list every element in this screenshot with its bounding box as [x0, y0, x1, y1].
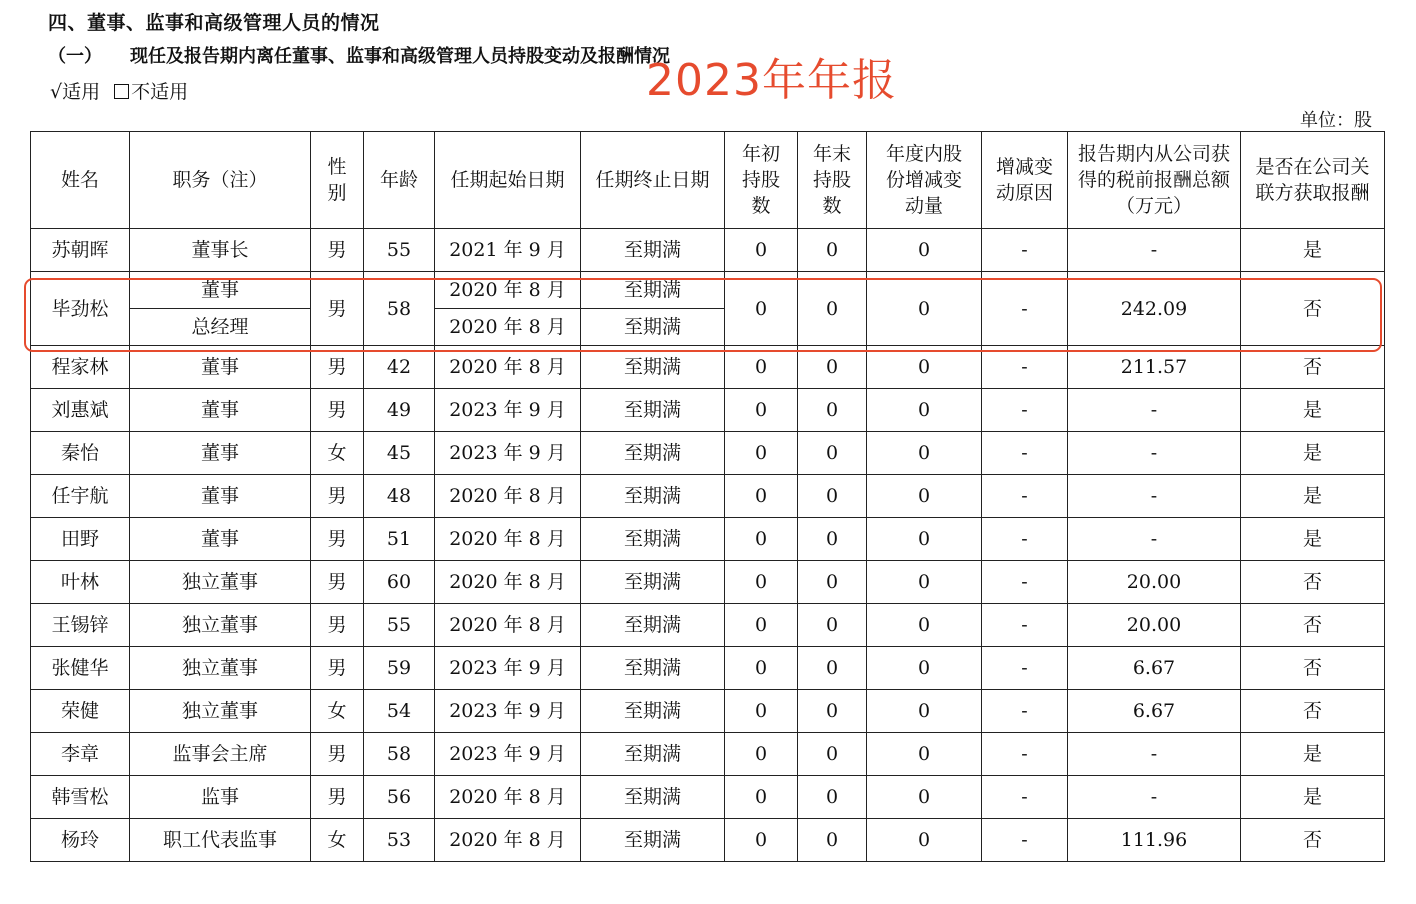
- header-gender: 性别: [311, 132, 364, 229]
- cell-shares-change: 0: [867, 229, 982, 272]
- header-related-pay: 是否在公司关联方获取报酬: [1241, 132, 1385, 229]
- cell-position: 独立董事: [130, 561, 311, 604]
- cell-name: 田野: [31, 518, 130, 561]
- cell-gender: 男: [311, 229, 364, 272]
- table-header-row: [31, 132, 1385, 229]
- cell-position: 独立董事: [130, 604, 311, 647]
- cell-change-reason: -: [982, 346, 1068, 389]
- cell-term-end: 至期满: [581, 690, 725, 733]
- cell-term-end: 至期满: [581, 346, 725, 389]
- cell-term-start: 2020 年 8 月: [435, 518, 581, 561]
- cell-age: 58: [364, 733, 435, 776]
- table-row: [31, 776, 1385, 819]
- cell-related-pay: 是: [1241, 229, 1385, 272]
- applicability-line: [50, 77, 188, 104]
- cell-shares-begin: 0: [725, 518, 798, 561]
- applicable-option: √适用: [50, 81, 101, 103]
- cell-position: 董事: [130, 346, 311, 389]
- cell-shares-end: 0: [798, 272, 867, 346]
- cell-shares-change: 0: [867, 389, 982, 432]
- cell-term-end: 至期满: [581, 272, 725, 309]
- cell-related-pay: 是: [1241, 518, 1385, 561]
- header-position: 职务（注）: [130, 132, 311, 229]
- cell-age: 48: [364, 475, 435, 518]
- cell-pretax-pay: 111.96: [1068, 819, 1241, 862]
- cell-gender: 男: [311, 346, 364, 389]
- cell-term-start: 2020 年 8 月: [435, 346, 581, 389]
- cell-term-end: 至期满: [581, 561, 725, 604]
- cell-change-reason: -: [982, 229, 1068, 272]
- cell-change-reason: -: [982, 604, 1068, 647]
- cell-gender: 男: [311, 647, 364, 690]
- header-name: 姓名: [31, 132, 130, 229]
- cell-related-pay: 是: [1241, 733, 1385, 776]
- cell-gender: 女: [311, 819, 364, 862]
- table-row: [31, 819, 1385, 862]
- table-row: [31, 389, 1385, 432]
- not-applicable-option: 不适用: [131, 81, 189, 103]
- cell-shares-end: 0: [798, 229, 867, 272]
- cell-term-end: 至期满: [581, 389, 725, 432]
- header-shares-change: 年度内股份增减变动量: [867, 132, 982, 229]
- cell-shares-change: 0: [867, 432, 982, 475]
- cell-term-start: 2023 年 9 月: [435, 389, 581, 432]
- header-change-reason: 增减变动原因: [982, 132, 1068, 229]
- cell-term-start: 2023 年 9 月: [435, 733, 581, 776]
- table-row: [31, 690, 1385, 733]
- cell-shares-end: 0: [798, 819, 867, 862]
- cell-term-end: 至期满: [581, 432, 725, 475]
- cell-term-start: 2021 年 9 月: [435, 229, 581, 272]
- cell-position: 董事: [130, 389, 311, 432]
- checkbox-icon: [114, 84, 129, 99]
- cell-related-pay: 是: [1241, 475, 1385, 518]
- cell-pretax-pay: -: [1068, 475, 1241, 518]
- cell-shares-change: 0: [867, 733, 982, 776]
- table-row: [31, 647, 1385, 690]
- cell-pretax-pay: 20.00: [1068, 561, 1241, 604]
- cell-term-start: 2020 年 8 月: [435, 604, 581, 647]
- subsection-title: 现任及报告期内离任董事、监事和高级管理人员持股变动及报酬情况: [130, 46, 670, 67]
- cell-change-reason: -: [982, 475, 1068, 518]
- cell-name: 王锡锌: [31, 604, 130, 647]
- header-age: 年龄: [364, 132, 435, 229]
- cell-shares-change: 0: [867, 647, 982, 690]
- cell-term-start: 2020 年 8 月: [435, 309, 581, 346]
- cell-related-pay: 否: [1241, 604, 1385, 647]
- cell-pretax-pay: 211.57: [1068, 346, 1241, 389]
- cell-change-reason: -: [982, 389, 1068, 432]
- cell-term-end: 至期满: [581, 518, 725, 561]
- cell-related-pay: 否: [1241, 647, 1385, 690]
- cell-shares-begin: 0: [725, 475, 798, 518]
- cell-term-end: 至期满: [581, 229, 725, 272]
- cell-term-end: 至期满: [581, 604, 725, 647]
- cell-term-end: 至期满: [581, 475, 725, 518]
- header-term-end: 任期终止日期: [581, 132, 725, 229]
- cell-term-start: 2023 年 9 月: [435, 647, 581, 690]
- cell-pretax-pay: 242.09: [1068, 272, 1241, 346]
- cell-shares-change: 0: [867, 518, 982, 561]
- cell-shares-change: 0: [867, 475, 982, 518]
- table-row: [31, 346, 1385, 389]
- cell-position: 董事: [130, 272, 311, 309]
- cell-related-pay: 否: [1241, 819, 1385, 862]
- cell-name: 荣健: [31, 690, 130, 733]
- cell-related-pay: 否: [1241, 346, 1385, 389]
- table-row: [31, 272, 1385, 309]
- cell-name: 韩雪松: [31, 776, 130, 819]
- cell-gender: 男: [311, 604, 364, 647]
- cell-shares-begin: 0: [725, 346, 798, 389]
- cell-term-end: 至期满: [581, 819, 725, 862]
- cell-change-reason: -: [982, 518, 1068, 561]
- cell-age: 51: [364, 518, 435, 561]
- cell-shares-end: 0: [798, 518, 867, 561]
- cell-change-reason: -: [982, 819, 1068, 862]
- cell-name: 杨玲: [31, 819, 130, 862]
- cell-related-pay: 否: [1241, 272, 1385, 346]
- cell-name: 张健华: [31, 647, 130, 690]
- cell-term-start: 2020 年 8 月: [435, 819, 581, 862]
- cell-gender: 男: [311, 389, 364, 432]
- header-shares-begin: 年初持股数: [725, 132, 798, 229]
- cell-position: 董事长: [130, 229, 311, 272]
- cell-name: 任宇航: [31, 475, 130, 518]
- cell-gender: 女: [311, 690, 364, 733]
- cell-shares-begin: 0: [725, 733, 798, 776]
- cell-age: 60: [364, 561, 435, 604]
- cell-shares-change: 0: [867, 690, 982, 733]
- unit-label: 单位：股: [1300, 110, 1372, 131]
- cell-change-reason: -: [982, 776, 1068, 819]
- cell-pretax-pay: 6.67: [1068, 690, 1241, 733]
- cell-name: 刘惠斌: [31, 389, 130, 432]
- cell-name: 苏朝晖: [31, 229, 130, 272]
- cell-age: 45: [364, 432, 435, 475]
- table-row: [31, 604, 1385, 647]
- cell-shares-end: 0: [798, 733, 867, 776]
- cell-shares-begin: 0: [725, 432, 798, 475]
- cell-change-reason: -: [982, 272, 1068, 346]
- cell-shares-end: 0: [798, 432, 867, 475]
- cell-related-pay: 是: [1241, 776, 1385, 819]
- cell-shares-change: 0: [867, 272, 982, 346]
- executive-table: [30, 131, 1385, 862]
- cell-shares-begin: 0: [725, 647, 798, 690]
- cell-change-reason: -: [982, 647, 1068, 690]
- cell-shares-begin: 0: [725, 272, 798, 346]
- cell-term-end: 至期满: [581, 733, 725, 776]
- cell-related-pay: 是: [1241, 389, 1385, 432]
- cell-shares-begin: 0: [725, 819, 798, 862]
- cell-position: 总经理: [130, 309, 311, 346]
- subsection-number: （一）: [48, 46, 102, 67]
- cell-term-start: 2023 年 9 月: [435, 432, 581, 475]
- cell-age: 58: [364, 272, 435, 346]
- cell-change-reason: -: [982, 432, 1068, 475]
- cell-name: 李章: [31, 733, 130, 776]
- cell-pretax-pay: 20.00: [1068, 604, 1241, 647]
- cell-position: 董事: [130, 432, 311, 475]
- cell-pretax-pay: -: [1068, 733, 1241, 776]
- cell-position: 监事: [130, 776, 311, 819]
- cell-shares-end: 0: [798, 776, 867, 819]
- cell-gender: 男: [311, 561, 364, 604]
- cell-shares-begin: 0: [725, 389, 798, 432]
- cell-related-pay: 否: [1241, 561, 1385, 604]
- cell-term-start: 2020 年 8 月: [435, 776, 581, 819]
- cell-gender: 女: [311, 432, 364, 475]
- cell-pretax-pay: 6.67: [1068, 647, 1241, 690]
- cell-pretax-pay: -: [1068, 518, 1241, 561]
- cell-pretax-pay: -: [1068, 432, 1241, 475]
- cell-term-end: 至期满: [581, 647, 725, 690]
- cell-shares-end: 0: [798, 690, 867, 733]
- header-shares-end: 年末持股数: [798, 132, 867, 229]
- cell-age: 59: [364, 647, 435, 690]
- cell-name: 程家林: [31, 346, 130, 389]
- table-row: [31, 561, 1385, 604]
- cell-gender: 男: [311, 776, 364, 819]
- cell-term-start: 2020 年 8 月: [435, 272, 581, 309]
- cell-shares-begin: 0: [725, 690, 798, 733]
- cell-term-start: 2020 年 8 月: [435, 561, 581, 604]
- cell-shares-end: 0: [798, 647, 867, 690]
- cell-age: 53: [364, 819, 435, 862]
- cell-term-end: 至期满: [581, 309, 725, 346]
- cell-shares-change: 0: [867, 561, 982, 604]
- cell-pretax-pay: -: [1068, 776, 1241, 819]
- cell-shares-end: 0: [798, 561, 867, 604]
- cell-shares-change: 0: [867, 819, 982, 862]
- cell-gender: 男: [311, 518, 364, 561]
- cell-pretax-pay: -: [1068, 389, 1241, 432]
- table-row: [31, 229, 1385, 272]
- cell-name: 毕劲松: [31, 272, 130, 346]
- cell-age: 56: [364, 776, 435, 819]
- cell-position: 独立董事: [130, 690, 311, 733]
- cell-position: 董事: [130, 475, 311, 518]
- subsection-heading: [48, 42, 670, 68]
- watermark-label: 2023年年报: [646, 55, 897, 106]
- cell-shares-end: 0: [798, 346, 867, 389]
- cell-term-end: 至期满: [581, 776, 725, 819]
- cell-age: 54: [364, 690, 435, 733]
- table-row: [31, 733, 1385, 776]
- cell-change-reason: -: [982, 733, 1068, 776]
- cell-shares-end: 0: [798, 475, 867, 518]
- section-heading: 四、董事、监事和高级管理人员的情况: [48, 12, 380, 34]
- cell-name: 秦怡: [31, 432, 130, 475]
- cell-shares-change: 0: [867, 604, 982, 647]
- table-row: [31, 475, 1385, 518]
- cell-term-start: 2023 年 9 月: [435, 690, 581, 733]
- cell-shares-end: 0: [798, 389, 867, 432]
- cell-position: 独立董事: [130, 647, 311, 690]
- header-term-start: 任期起始日期: [435, 132, 581, 229]
- cell-change-reason: -: [982, 561, 1068, 604]
- cell-change-reason: -: [982, 690, 1068, 733]
- cell-age: 55: [364, 229, 435, 272]
- cell-age: 55: [364, 604, 435, 647]
- cell-gender: 男: [311, 733, 364, 776]
- cell-shares-change: 0: [867, 346, 982, 389]
- cell-shares-begin: 0: [725, 776, 798, 819]
- cell-gender: 男: [311, 272, 364, 346]
- cell-pretax-pay: -: [1068, 229, 1241, 272]
- cell-shares-change: 0: [867, 776, 982, 819]
- cell-position: 监事会主席: [130, 733, 311, 776]
- cell-gender: 男: [311, 475, 364, 518]
- cell-age: 42: [364, 346, 435, 389]
- cell-position: 董事: [130, 518, 311, 561]
- table-row: [31, 518, 1385, 561]
- cell-term-start: 2020 年 8 月: [435, 475, 581, 518]
- cell-related-pay: 否: [1241, 690, 1385, 733]
- cell-age: 49: [364, 389, 435, 432]
- cell-shares-end: 0: [798, 604, 867, 647]
- header-pretax-pay: 报告期内从公司获得的税前报酬总额（万元）: [1068, 132, 1241, 229]
- cell-related-pay: 是: [1241, 432, 1385, 475]
- cell-position: 职工代表监事: [130, 819, 311, 862]
- cell-shares-begin: 0: [725, 604, 798, 647]
- cell-shares-begin: 0: [725, 229, 798, 272]
- cell-shares-begin: 0: [725, 561, 798, 604]
- cell-name: 叶林: [31, 561, 130, 604]
- table-row: [31, 432, 1385, 475]
